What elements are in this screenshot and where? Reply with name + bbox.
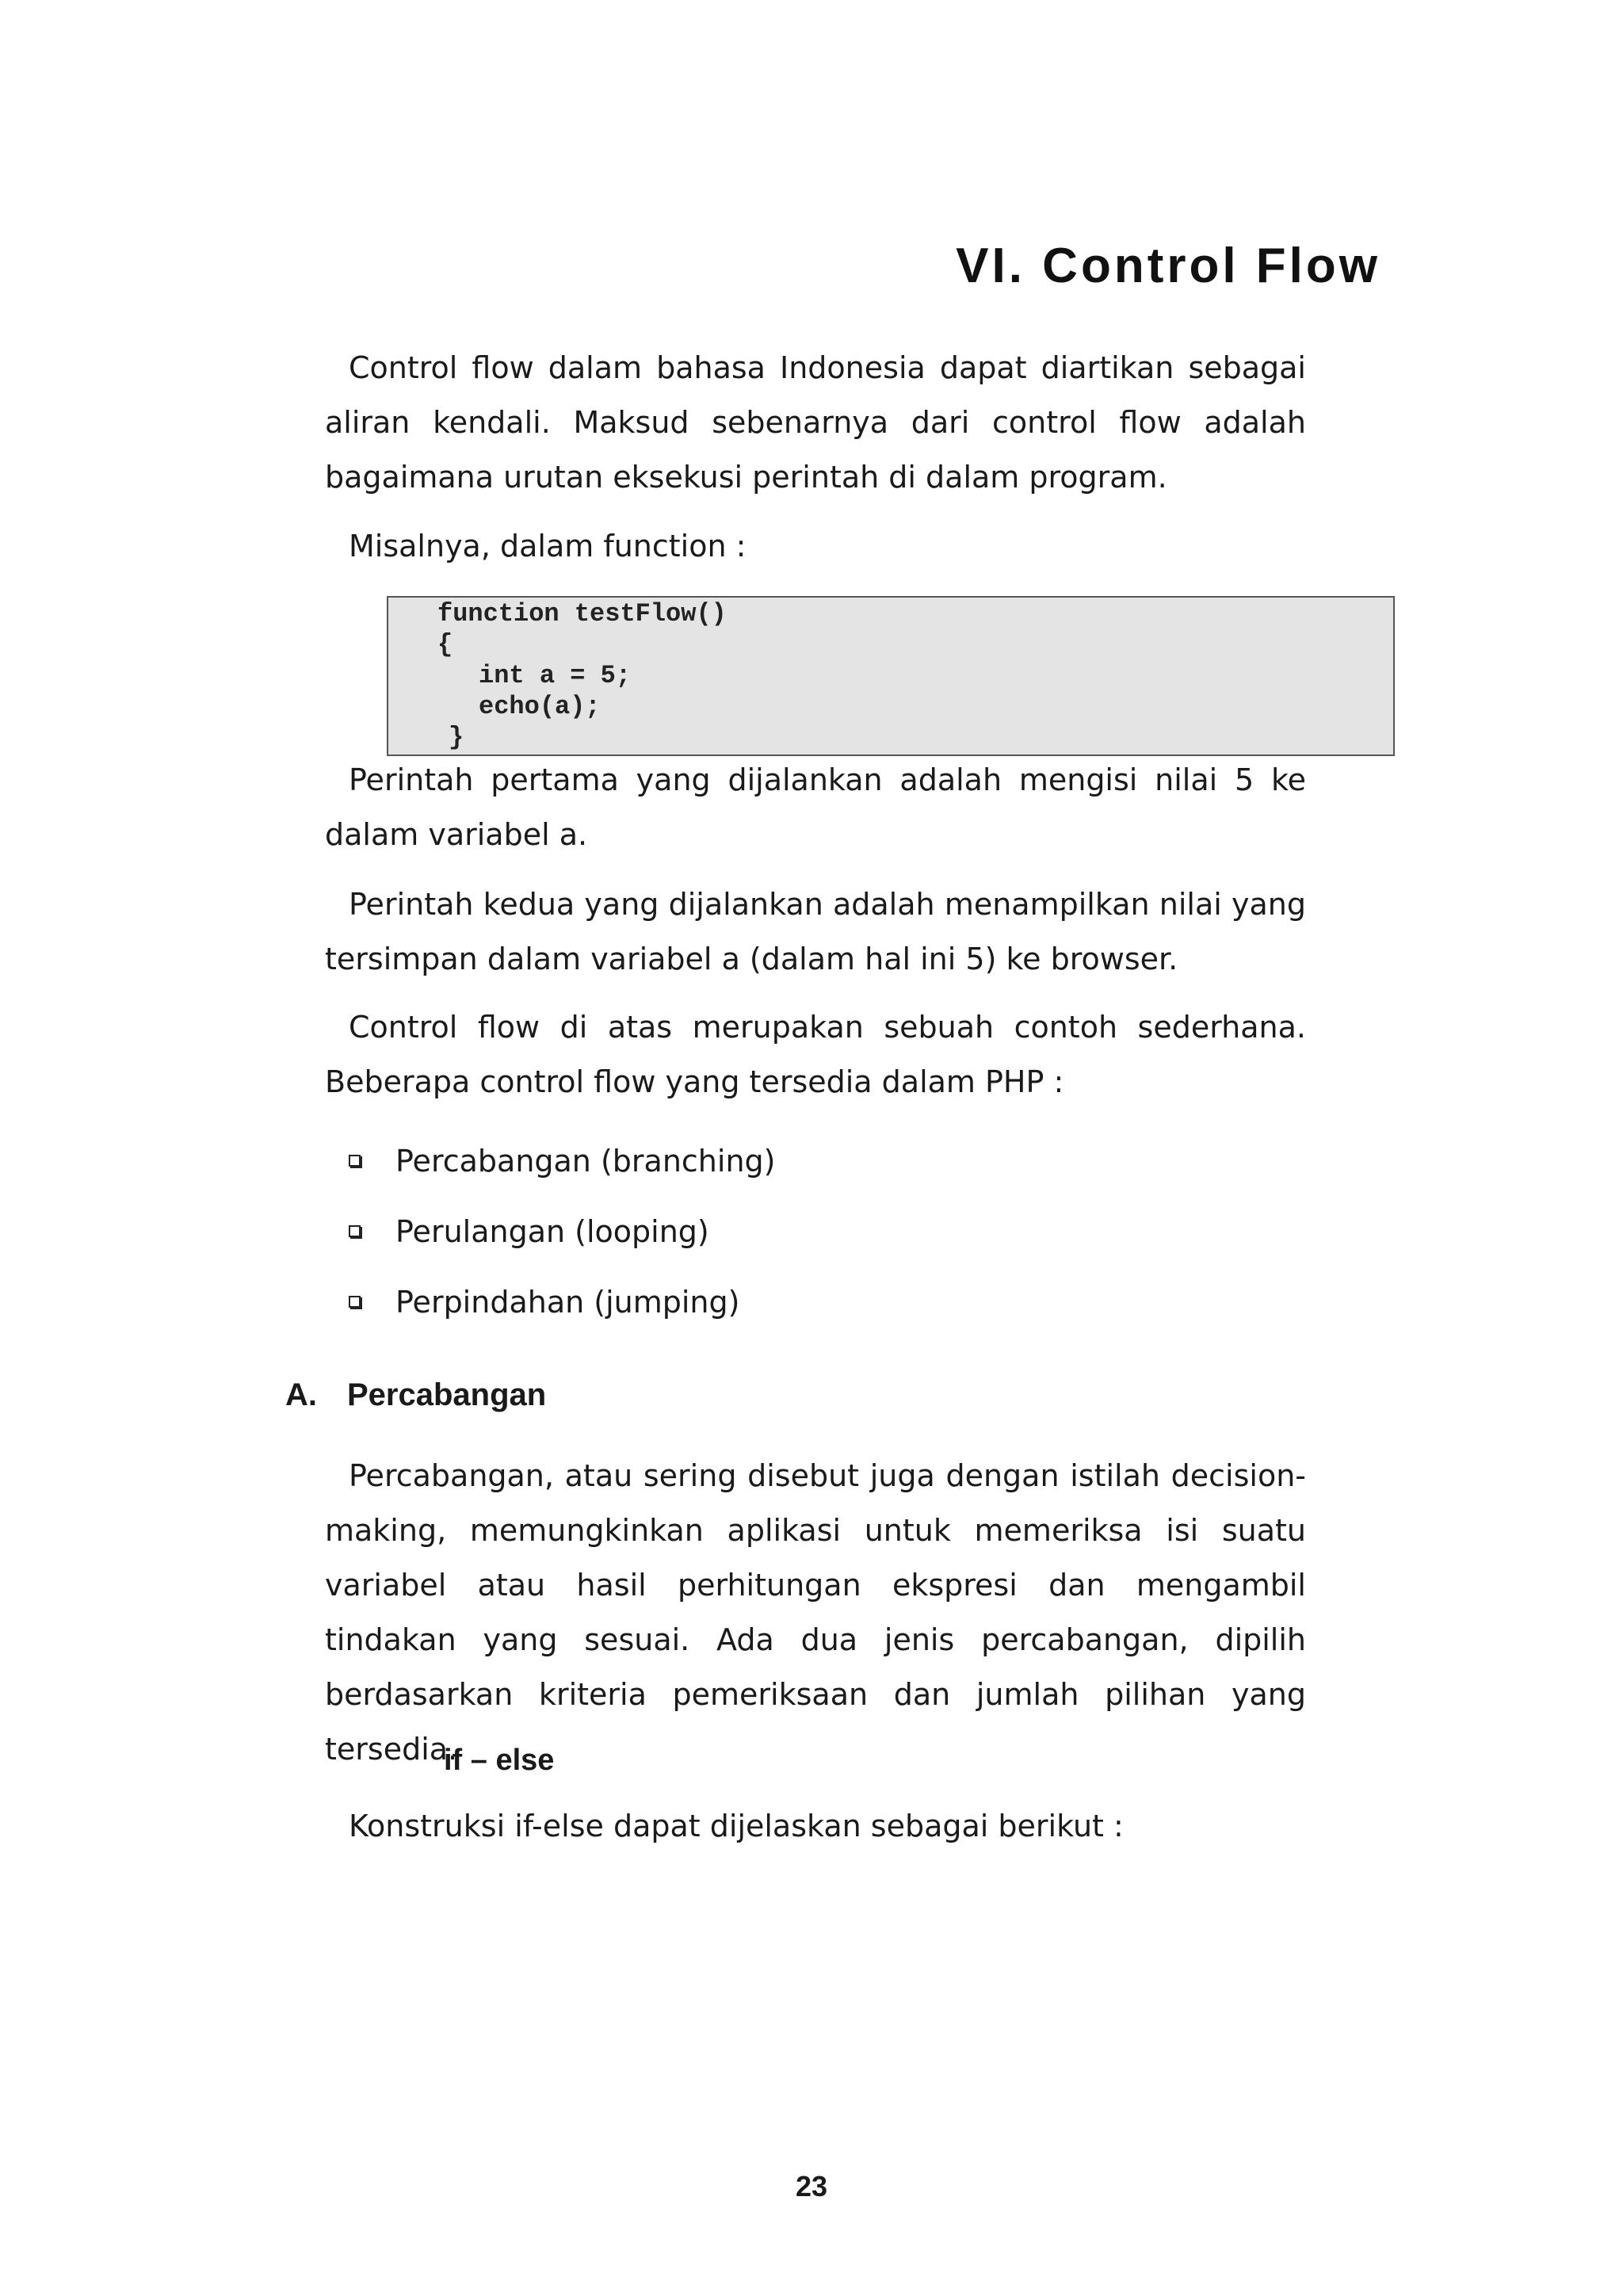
code-block	[387, 596, 1395, 756]
code-line: {	[437, 630, 453, 659]
code-line: echo(a);	[479, 692, 601, 721]
explanation-paragraph-3: Control flow di atas merupakan sebuah contoh sederhana. Beberapa control flow yang tersedia dalam PHP :	[325, 1010, 1306, 1099]
explanation-paragraph-1: Perintah pertama yang dijalankan adalah mengisi nilai 5 ke dalam variabel a.	[325, 762, 1306, 852]
square-bullet-icon	[349, 1296, 361, 1308]
intro-example-paragraph: Misalnya, dalam function :	[349, 529, 747, 563]
square-bullet-icon	[349, 1155, 361, 1167]
page-number: 23	[795, 2170, 828, 2202]
section-paragraph: Percabangan, atau sering disebut juga dengan istilah decision-making, memungkinkan aplikasi untuk memeriksa isi suatu variabel atau hasil perhitungan ekspresi dan mengambil tindakan yang sesuai. Ada dua jenis percabangan, dipilih berdasarkan kriteria pemeriksaan dan jumlah pilihan yang tersedia.	[325, 1458, 1306, 1767]
code-line: }	[449, 723, 464, 752]
list-item	[349, 1266, 775, 1337]
subheading-if-else: if – else	[444, 1744, 555, 1777]
control-flow-list	[349, 1125, 775, 1337]
chapter-title: VI. Control Flow	[956, 239, 1381, 293]
list-item	[349, 1196, 775, 1266]
section-number: A.	[285, 1377, 317, 1412]
explanation-paragraph-2: Perintah kedua yang dijalankan adalah menampilkan nilai yang tersimpan dalam variabel a (dalam hal ini 5) ke browser.	[325, 887, 1306, 976]
square-bullet-icon	[349, 1225, 361, 1237]
section-title: Percabangan	[347, 1377, 547, 1412]
list-item-label: Perulangan (looping)	[395, 1213, 709, 1249]
list-item	[349, 1125, 775, 1196]
section-heading	[285, 1377, 546, 1413]
intro-paragraph: Control flow dalam bahasa Indonesia dapat diartikan sebagai aliran kendali. Maksud sebenarnya dari control flow adalah bagaimana urutan eksekusi perintah di dalam program.	[325, 350, 1306, 495]
code-line: int a = 5;	[479, 661, 632, 690]
code-line: function testFlow()	[437, 599, 727, 628]
list-item-label: Percabangan (branching)	[395, 1143, 776, 1179]
if-else-intro-paragraph: Konstruksi if-else dapat dijelaskan sebagai berikut :	[349, 1809, 1124, 1843]
list-item-label: Perpindahan (jumping)	[395, 1284, 740, 1320]
